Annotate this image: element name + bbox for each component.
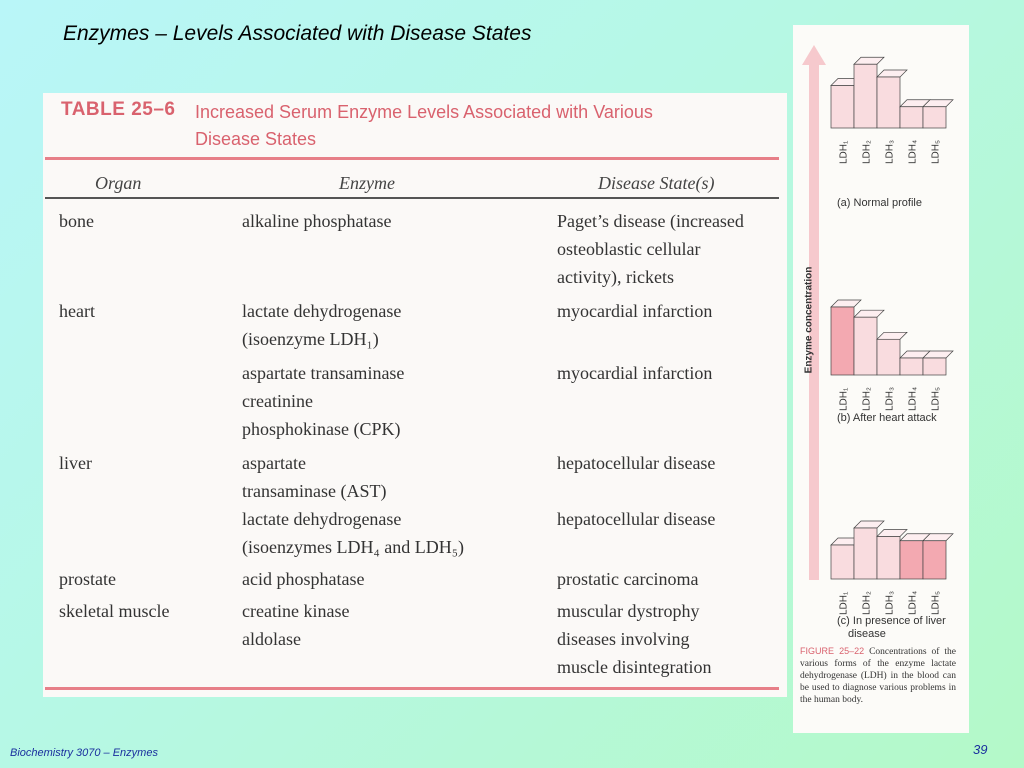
table-cell-enzyme: transaminase (AST) bbox=[242, 481, 387, 501]
bar bbox=[854, 64, 877, 128]
tick-label: LDH₄ bbox=[907, 386, 919, 411]
table-caption-line1: Increased Serum Enzyme Levels Associated with Various bbox=[195, 102, 653, 122]
table-cell-enzyme: creatinine bbox=[242, 391, 313, 411]
table-bottom-rule bbox=[45, 687, 779, 690]
footer-text: Biochemistry 3070 – Enzymes bbox=[10, 747, 158, 759]
bar bbox=[900, 541, 923, 579]
bar-top bbox=[854, 310, 884, 317]
column-header-enzyme: Enzyme bbox=[339, 173, 395, 193]
bar bbox=[923, 107, 946, 128]
table-cell-disease: myocardial infarction bbox=[557, 301, 713, 321]
table-cell-organ: liver bbox=[59, 453, 92, 473]
panel-label-c: (c) In presence of liver bbox=[837, 615, 946, 627]
bar bbox=[877, 77, 900, 128]
table-cell-enzyme: alkaline phosphatase bbox=[242, 211, 392, 231]
tick-label: LDH₅ bbox=[930, 139, 942, 164]
bar bbox=[923, 541, 946, 579]
table-cell-enzyme: creatine kinase bbox=[242, 601, 350, 621]
tick-label: LDH₅ bbox=[930, 386, 942, 411]
bar bbox=[923, 358, 946, 375]
bar bbox=[877, 339, 900, 375]
figure-caption-text: Concentrations of the various forms of the enzyme lactate dehydrogenase (LDH) in the blood can be used to diagnose various problems in the human body. bbox=[800, 647, 956, 705]
table-cell-disease: osteoblastic cellular bbox=[557, 239, 701, 259]
table-cell-enzyme: phosphokinase (CPK) bbox=[242, 419, 401, 439]
figure-caption bbox=[800, 645, 956, 706]
table-cell-disease: Paget’s disease (increased bbox=[557, 211, 744, 231]
tick-label: LDH₁ bbox=[838, 591, 850, 615]
tick-label: LDH₄ bbox=[907, 590, 919, 615]
table-cell-disease: prostatic carcinoma bbox=[557, 569, 699, 589]
bar-top bbox=[854, 57, 884, 64]
tick-label: LDH₄ bbox=[907, 139, 919, 164]
tick-label: LDH₃ bbox=[884, 139, 896, 164]
bar-top bbox=[877, 530, 907, 537]
tick-label: LDH₁ bbox=[838, 140, 850, 164]
tick-label: LDH₂ bbox=[861, 140, 873, 164]
table-cell-organ: heart bbox=[59, 301, 95, 321]
enzyme-table bbox=[43, 93, 787, 697]
table-number: TABLE 25–6 bbox=[61, 99, 176, 120]
bar bbox=[877, 537, 900, 580]
bar bbox=[900, 358, 923, 375]
tick-label: LDH₂ bbox=[861, 591, 873, 615]
bar-top bbox=[831, 300, 861, 307]
table-cell-enzyme: aspartate transaminase bbox=[242, 363, 405, 383]
bar-top bbox=[877, 70, 907, 77]
panel-label-b: (b) After heart attack bbox=[837, 412, 937, 424]
tick-label: LDH₅ bbox=[930, 590, 942, 615]
table-cell-enzyme: lactate dehydrogenase bbox=[242, 301, 402, 321]
bar bbox=[831, 86, 854, 129]
bar-top bbox=[877, 332, 907, 339]
table-cell-disease: activity), rickets bbox=[557, 267, 674, 287]
tick-label: LDH₃ bbox=[884, 386, 896, 411]
bar bbox=[831, 307, 854, 375]
table-cell-organ: skeletal muscle bbox=[59, 601, 170, 621]
tick-label: LDH₁ bbox=[838, 387, 850, 411]
panel-label-c-cont: disease bbox=[848, 628, 886, 640]
table-cell-enzyme: lactate dehydrogenase bbox=[242, 509, 402, 529]
table-cell-disease: hepatocellular disease bbox=[557, 509, 716, 529]
bar-top bbox=[854, 521, 884, 528]
table-cell-disease: diseases involving bbox=[557, 629, 690, 649]
tick-label: LDH₃ bbox=[884, 590, 896, 615]
bar bbox=[854, 528, 877, 579]
header-rule bbox=[45, 197, 779, 199]
tick-label: LDH₂ bbox=[861, 387, 873, 411]
table-cell-enzyme: aspartate bbox=[242, 453, 306, 473]
table-cell-disease: hepatocellular disease bbox=[557, 453, 716, 473]
ldh-figure bbox=[793, 25, 969, 733]
bar bbox=[900, 107, 923, 128]
ldh-bar-charts bbox=[793, 25, 969, 645]
table-cell-disease: muscle disintegration bbox=[557, 657, 712, 677]
table-cell-disease: muscular dystrophy bbox=[557, 601, 700, 621]
bar bbox=[831, 545, 854, 579]
table-cell-disease: myocardial infarction bbox=[557, 363, 713, 383]
table-cell-enzyme: aldolase bbox=[242, 629, 301, 649]
table-cell-enzyme: (isoenzymes LDH₄ and LDH₅) bbox=[242, 537, 464, 557]
table-cell-organ: bone bbox=[59, 211, 94, 231]
panel-label-a: (a) Normal profile bbox=[837, 197, 922, 209]
table-caption-line2: Disease States bbox=[195, 129, 317, 149]
column-header-organ: Organ bbox=[95, 173, 142, 193]
table-cell-organ: prostate bbox=[59, 569, 116, 589]
page-number: 39 bbox=[973, 742, 988, 757]
table-top-rule bbox=[45, 157, 779, 160]
y-axis-label: Enzyme concentration bbox=[803, 266, 815, 374]
table-cell-enzyme: acid phosphatase bbox=[242, 569, 365, 589]
column-header-disease: Disease State(s) bbox=[598, 173, 715, 193]
figure-number: FIGURE 25–22 bbox=[800, 646, 865, 656]
bar bbox=[854, 317, 877, 375]
slide-title: Enzymes – Levels Associated with Disease States bbox=[63, 22, 532, 45]
table-caption bbox=[195, 99, 755, 153]
table-cell-enzyme: (isoenzyme LDH₁) bbox=[242, 329, 379, 349]
